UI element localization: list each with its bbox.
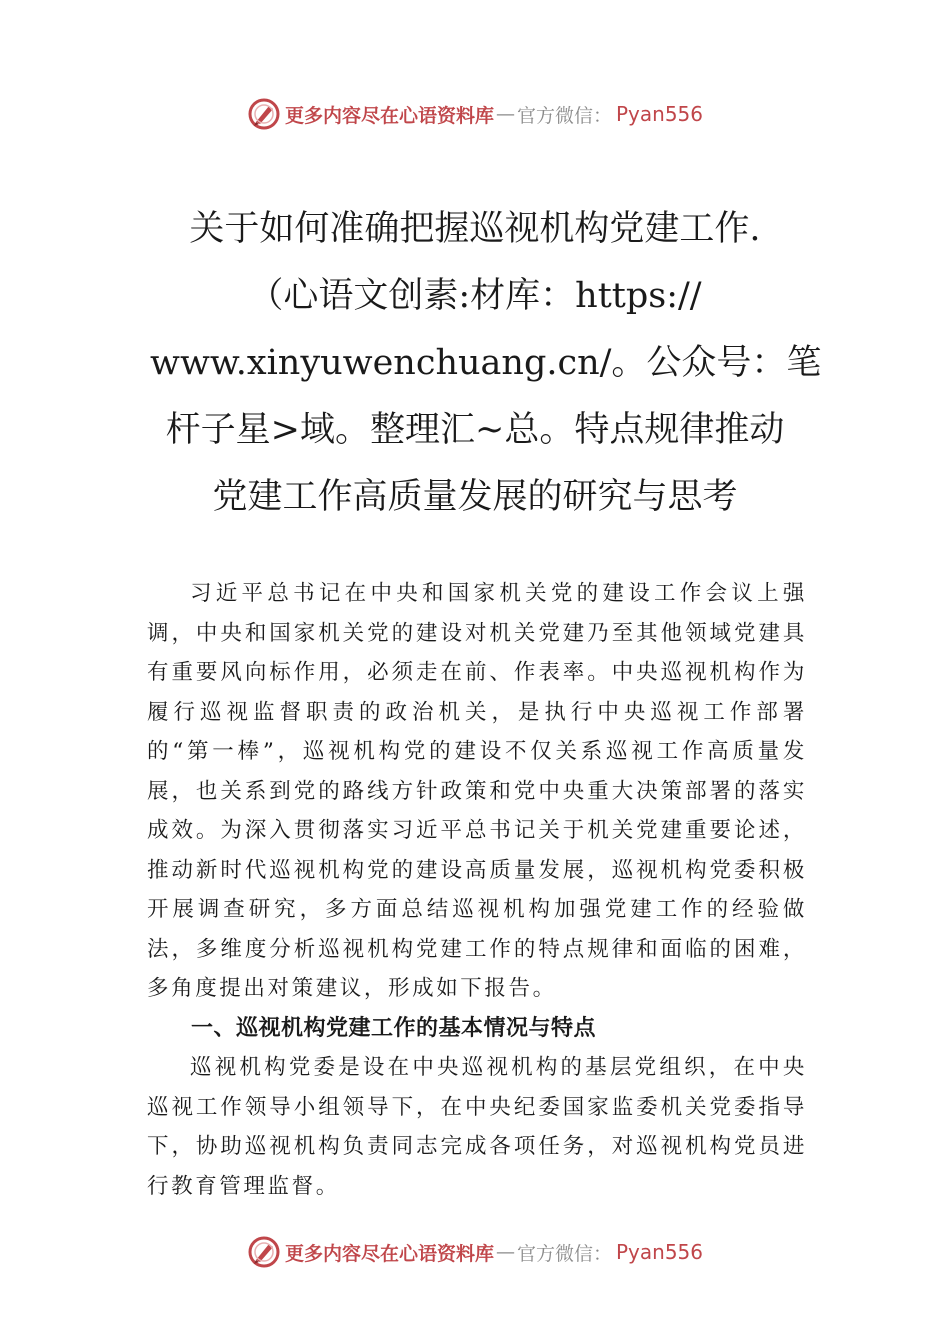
document-body	[147, 574, 807, 1206]
title-line: 党建工作高质量发展的研究与思考	[212, 477, 738, 517]
banner-wechat-id: Pyan556	[616, 102, 704, 126]
section-heading: 一、巡视机构党建工作的基本情况与特点	[191, 1015, 597, 1041]
body-paragraph-intro: 习近平总书记在中央和国家机关党的建设工作会议上强调，中央和国家机关党的建设对机关党建乃至其他领域党建具有重要风向标作用，必须走在前、作表率。中央巡视机构作为履行巡视监督职责的政治机关，是执行中央巡视工作部署的“第一棒”，巡视机构党的建设不仅关系巡视工作高质量发展，也关系到党的路线方针政策和党中央重大决策部署的落实成效。为深入贯彻落实习近平总书记关于机关党建重要论述，推动新时代巡视机构党的建设高质量发展，巡视机构党委积极开展调查研究，多方面总结巡视机构加强党建工作的经验做法，多维度分析巡视机构党建工作的特点规律和面临的困难，多角度提出对策建议，形成如下报告。	[147, 581, 807, 1001]
banner-sub-text: 官方微信：	[516, 1242, 612, 1265]
banner-dash: —	[495, 103, 515, 125]
footer-banner	[0, 1232, 950, 1272]
banner-main-text: 更多内容尽在心语资料库	[284, 104, 494, 127]
banner-sub-text: 官方微信：	[516, 104, 612, 127]
pen-logo-icon	[247, 97, 281, 131]
body-paragraph-section1: 巡视机构党委是设在中央巡视机构的基层党组织，在中央巡视工作领导小组领导下，在中央纪委国家监委机关党委指导下，协助巡视机构负责同志完成各项任务，对巡视机构党员进行教育管理监督。	[147, 1055, 807, 1199]
banner-wechat-id: Pyan556	[616, 1240, 704, 1264]
title-line: 杆子星>域。整理汇~总。特点规律推动	[165, 410, 785, 450]
pen-logo-icon	[247, 1235, 281, 1269]
banner-dash: —	[495, 1241, 515, 1263]
title-line: 关于如何准确把握巡视机构党建工作.	[189, 209, 761, 249]
header-banner	[0, 94, 950, 134]
title-line: www.xinyuwenchuang.cn/。公众号：笔	[150, 343, 822, 383]
title-line: （心语文创素:材库：https://	[248, 276, 702, 316]
document-title	[150, 196, 822, 531]
banner-main-text: 更多内容尽在心语资料库	[284, 1242, 494, 1265]
